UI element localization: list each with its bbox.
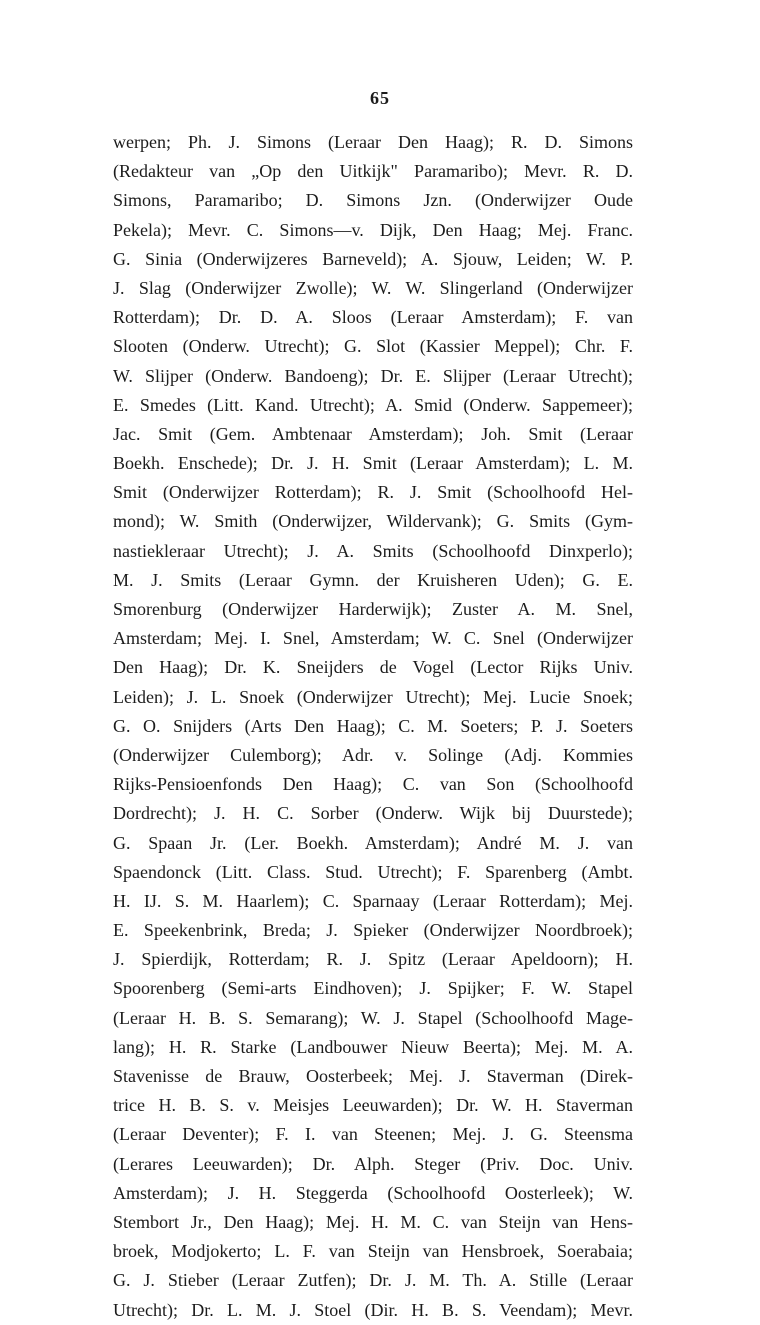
text-line: Amsterdam); J. H. Steggerda (Schoolhoofd Oosterleek); W. <box>113 1182 633 1203</box>
text-line: Utrecht); Dr. L. M. J. Stoel (Dir. H. B. S. Veendam); Mevr. <box>113 1299 633 1320</box>
text-line: Jac. Smit (Gem. Ambtenaar Amsterdam); Joh. Smit (Leraar <box>113 423 633 444</box>
text-line: mond); W. Smith (Onderwijzer, Wildervank); G. Smits (Gym- <box>113 511 633 532</box>
text-line: Smit (Onderwijzer Rotterdam); R. J. Smit (Schoolhoofd Hel- <box>113 482 633 503</box>
name-list-text <box>113 128 633 1325</box>
text-line: Amsterdam; Mej. I. Snel, Amsterdam; W. C. Snel (Onderwijzer <box>113 628 633 649</box>
text-line: Stembort Jr., Den Haag); Mej. H. M. C. van Steijn van Hens- <box>113 1211 633 1232</box>
text-line: J. Spierdijk, Rotterdam; R. J. Spitz (Leraar Apeldoorn); H. <box>113 949 633 970</box>
text-line: lang); H. R. Starke (Landbouwer Nieuw Beerta); Mej. M. A. <box>113 1036 633 1057</box>
text-line: E. Smedes (Litt. Kand. Utrecht); A. Smid (Onderw. Sappemeer); <box>113 394 633 415</box>
text-line: G. Sinia (Onderwijzeres Barneveld); A. Sjouw, Leiden; W. P. <box>113 248 633 269</box>
text-line: (Onderwijzer Culemborg); Adr. v. Solinge (Adj. Kommies <box>113 744 633 765</box>
text-line: (Leraar H. B. S. Semarang); W. J. Stapel (Schoolhoofd Mage- <box>113 1007 633 1028</box>
text-line: Pekela); Mevr. C. Simons—v. Dijk, Den Haag; Mej. Franc. <box>113 219 633 240</box>
text-line: Rijks-Pensioenfonds Den Haag); C. van Son (Schoolhoofd <box>113 774 633 795</box>
text-line: broek, Modjokerto; L. F. van Steijn van Hensbroek, Soerabaia; <box>113 1241 633 1262</box>
text-line: Simons, Paramaribo; D. Simons Jzn. (Onderwijzer Oude <box>113 190 633 211</box>
text-line: Leiden); J. L. Snoek (Onderwijzer Utrecht); Mej. Lucie Snoek; <box>113 686 633 707</box>
text-line: H. IJ. S. M. Haarlem); C. Sparnaay (Leraar Rotterdam); Mej. <box>113 890 633 911</box>
text-line: Stavenisse de Brauw, Oosterbeek; Mej. J. Staverman (Direk- <box>113 1066 633 1086</box>
text-line: M. J. Smits (Leraar Gymn. der Kruisheren Uden); G. E. <box>113 569 633 590</box>
text-line: G. J. Stieber (Leraar Zutfen); Dr. J. M. Th. A. Stille (Leraar <box>113 1270 633 1291</box>
text-line: Spaendonck (Litt. Class. Stud. Utrecht); F. Sparenberg (Ambt. <box>113 861 633 882</box>
text-line: G. O. Snijders (Arts Den Haag); C. M. Soeters; P. J. Soeters <box>113 715 633 736</box>
text-line: Smorenburg (Onderwijzer Harderwijk); Zuster A. M. Snel, <box>113 599 633 619</box>
text-line: G. Spaan Jr. (Ler. Boekh. Amsterdam); André M. J. van <box>113 832 633 853</box>
text-line: W. Slijper (Onderw. Bandoeng); Dr. E. Slijper (Leraar Utrecht); <box>113 365 633 386</box>
text-line: (Leraar Deventer); F. I. van Steenen; Mej. J. G. Steensma <box>113 1124 633 1145</box>
text-line: Den Haag); Dr. K. Sneijders de Vogel (Lector Rijks Univ. <box>113 657 633 678</box>
text-line: E. Speekenbrink, Breda; J. Spieker (Onderwijzer Noordbroek); <box>113 920 633 941</box>
text-line: nastiekleraar Utrecht); J. A. Smits (Schoolhoofd Dinxperlo); <box>113 540 633 561</box>
text-line: Slooten (Onderw. Utrecht); G. Slot (Kassier Meppel); Chr. F. <box>113 336 633 357</box>
text-line: Spoorenberg (Semi-arts Eindhoven); J. Spijker; F. W. Stapel <box>113 978 633 999</box>
page-number: 65 <box>370 88 390 108</box>
text-line: Rotterdam); Dr. D. A. Sloos (Leraar Amsterdam); F. van <box>113 307 633 328</box>
text-line: Dordrecht); J. H. C. Sorber (Onderw. Wijk bij Duurstede); <box>113 803 633 824</box>
text-line: Boekh. Enschede); Dr. J. H. Smit (Leraar Amsterdam); L. M. <box>113 453 633 474</box>
text-line: (Lerares Leeuwarden); Dr. Alph. Steger (Priv. Doc. Univ. <box>113 1153 633 1174</box>
text-line: J. Slag (Onderwijzer Zwolle); W. W. Slingerland (Onderwijzer <box>113 277 633 298</box>
text-line: trice H. B. S. v. Meisjes Leeuwarden); Dr. W. H. Staverman <box>113 1095 633 1116</box>
text-line: werpen; Ph. J. Simons (Leraar Den Haag); R. D. Simons <box>113 132 633 152</box>
text-line: (Redakteur van „Op den Uitkijk" Paramaribo); Mevr. R. D. <box>113 161 633 182</box>
